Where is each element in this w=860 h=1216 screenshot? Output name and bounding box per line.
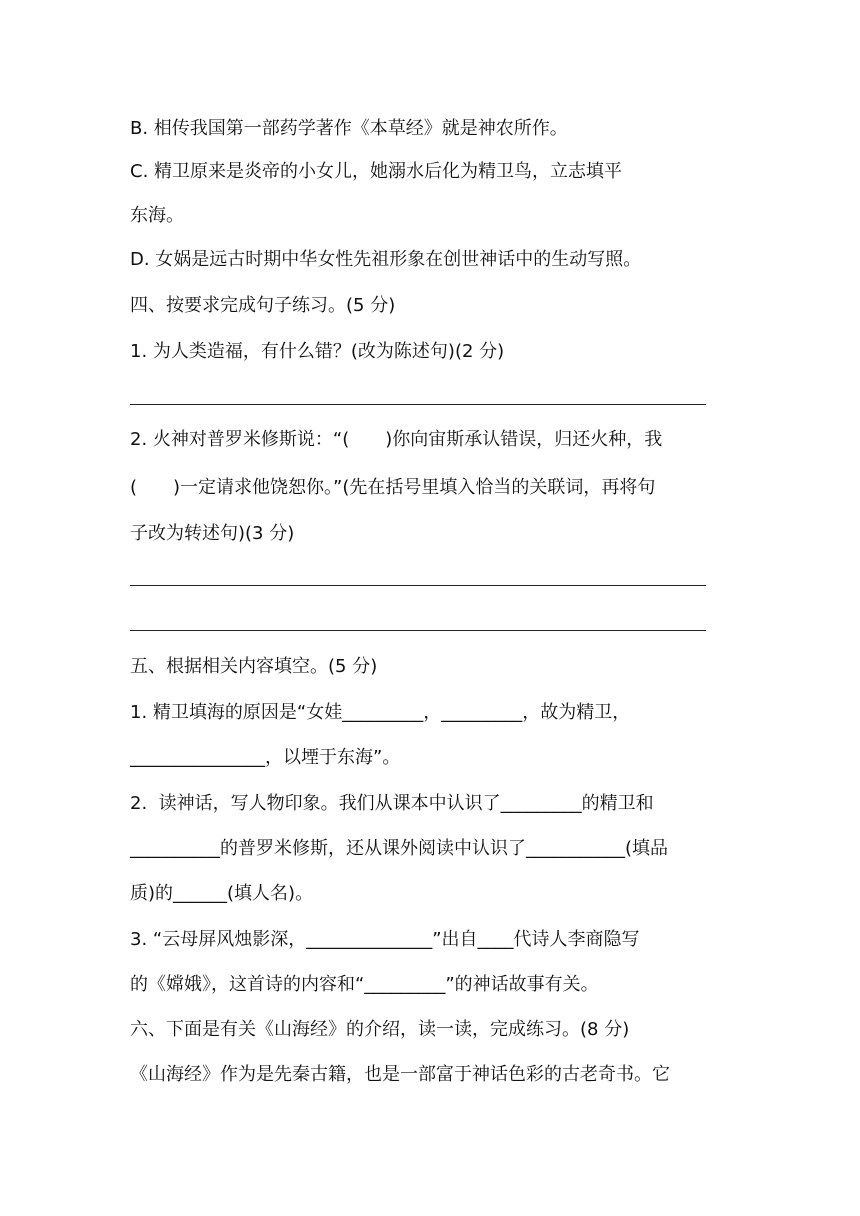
option-c-line-1: C. 精卫原来是炎帝的小女儿，她溺水后化为精卫鸟，立志填平	[130, 161, 623, 182]
section-6-heading: 六、下面是有关《山海经》的介绍，读一读，完成练习。(8 分)	[130, 1019, 630, 1040]
question-4-1: 1. 为人类造福，有什么错？(改为陈述句)(2 分)	[130, 341, 505, 362]
question-5-1-line-1: 1. 精卫填海的原因是“女娃_________，_________，故为精卫，	[130, 702, 631, 723]
question-5-1-line-2: _______________，以堙于东海”。	[130, 747, 401, 768]
option-c-line-2: 东海。	[130, 205, 184, 226]
option-b-line: B. 相传我国第一部药学著作《本草经》就是神农所作。	[130, 118, 568, 139]
answer-line[interactable]	[130, 404, 706, 405]
question-5-2-line-2: __________的普罗米修斯，还从课外阅读中认识了___________(填品	[130, 838, 669, 859]
question-4-2-line-1: 2. 火神对普罗米修斯说：“( )你向宙斯承认错误，归还火种，我	[130, 429, 663, 450]
option-d-line: D. 女娲是远古时期中华女性先祖形象在创世神话中的生动写照。	[130, 249, 642, 270]
question-5-2-line-1: 2. 读神话，写人物印象。我们从课本中认识了_________的精卫和	[130, 793, 654, 814]
answer-line[interactable]	[130, 630, 706, 631]
section-5-heading: 五、根据相关内容填空。(5 分)	[130, 656, 378, 677]
question-5-3-line-2: 的《嫦娥》，这首诗的内容和“_________”的神话故事有关。	[130, 974, 599, 995]
question-5-3-line-1: 3. “云母屏风烛影深，______________”出自____代诗人李商隐写	[130, 929, 640, 950]
answer-line[interactable]	[130, 585, 706, 586]
question-4-2-line-3: 子改为转述句)(3 分)	[130, 523, 295, 544]
section-6-passage-line: 《山海经》作为是先秦古籍，也是一部富于神话色彩的古老奇书。它	[130, 1064, 670, 1085]
section-4-heading: 四、按要求完成句子练习。(5 分)	[130, 295, 396, 316]
question-5-2-line-3: 质)的______(填人名)。	[130, 883, 314, 904]
question-4-2-line-2: ( )一定请求他饶恕你。”(先在括号里填入恰当的关联词，再将句	[130, 477, 656, 498]
